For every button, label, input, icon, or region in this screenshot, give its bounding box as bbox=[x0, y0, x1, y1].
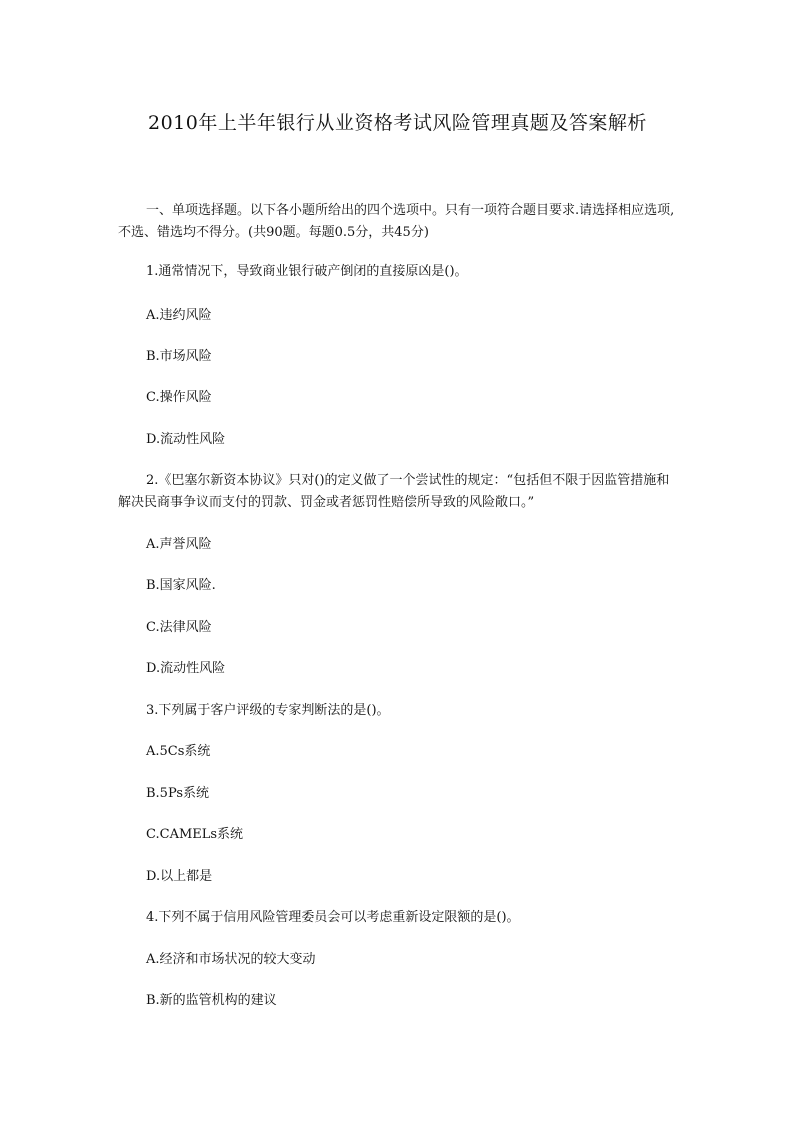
section-intro: 一、单项选择题。以下各小题所给出的四个选项中。只有一项符合题目要求.请选择相应选项,不选、错选均不得分。(共90题。每题0.5分，共45分) bbox=[118, 203, 675, 240]
question-1-option-d: D.流动性风险 bbox=[146, 432, 226, 447]
question-4-option-a: A.经济和市场状况的较大变动 bbox=[146, 952, 316, 967]
question-1-option-c: C.操作风险 bbox=[146, 390, 212, 405]
question-3-option-c: C.CAMELs系统 bbox=[146, 827, 244, 842]
question-4-option-b: B.新的监管机构的建议 bbox=[146, 993, 277, 1008]
question-2-option-d: D.流动性风险 bbox=[146, 661, 226, 676]
document-title: 2010年上半年银行从业资格考试风险管理真题及答案解析 bbox=[148, 112, 647, 134]
question-2-option-a: A.声誉风险 bbox=[146, 537, 212, 552]
question-3-option-d: D.以上都是 bbox=[146, 869, 213, 884]
question-2-option-b: B.国家风险. bbox=[146, 578, 216, 593]
question-1-option-a: A.违约风险 bbox=[146, 308, 212, 323]
question-2-stem: 2.《巴塞尔新资本协议》只对()的定义做了一个尝试性的规定：“包括但不限于因监管措施和解决民商事争议而支付的罚款、罚金或者惩罚性赔偿所导致的风险敞口。” bbox=[118, 473, 670, 510]
question-1-option-b: B.市场风险 bbox=[146, 349, 212, 364]
question-3-option-b: B.5Ps系统 bbox=[146, 786, 210, 801]
question-3-option-a: A.5Cs系统 bbox=[146, 744, 211, 759]
question-2-option-c: C.法律风险 bbox=[146, 620, 212, 635]
question-1-stem: 1.通常情况下，导致商业银行破产倒闭的直接原凶是()。 bbox=[146, 264, 468, 279]
question-3-stem: 3.下列属于客户评级的专家判断法的是()。 bbox=[146, 703, 390, 718]
question-4-stem: 4.下列不属于信用风险管理委员会可以考虑重新设定限额的是()。 bbox=[146, 910, 520, 925]
